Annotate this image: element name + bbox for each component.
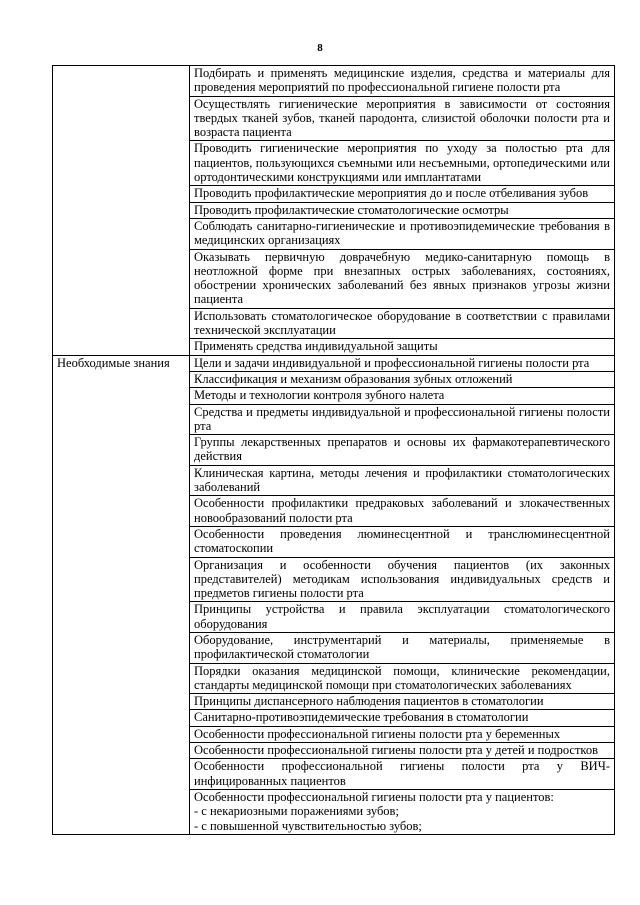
section-label: Необходимые знания xyxy=(53,355,190,834)
table-cell: Особенности профессиональной гигиены полости рта у беременных xyxy=(190,726,615,742)
table-cell: Клиническая картина, методы лечения и профилактики стоматологических заболеваний xyxy=(190,465,615,496)
table-cell: Особенности профессиональной гигиены полости рта у ВИЧ-инфицированных пациентов xyxy=(190,759,615,790)
table-cell: Проводить гигиенические мероприятия по уходу за полостью рта для пациентов, пользующихся съемными или несъемными, ортопедическими или ортодонтическими конструкциями или имплантатами xyxy=(190,141,615,186)
table-cell: Проводить профилактические стоматологические осмотры xyxy=(190,202,615,218)
table-row xyxy=(53,355,615,371)
table-cell: Проводить профилактические мероприятия до и после отбеливания зубов xyxy=(190,186,615,202)
table-cell: Особенности профессиональной гигиены полости рта у детей и подростков xyxy=(190,743,615,759)
table-row xyxy=(53,66,615,97)
table-cell: Подбирать и применять медицинские изделия, средства и материалы для проведения мероприятий по профессиональной гигиене полости рта xyxy=(190,66,615,97)
table-cell: Особенности профилактики предраковых заболеваний и злокачественных новообразований полости рта xyxy=(190,496,615,527)
table-cell: Организация и особенности обучения пациентов (их законных представителей) методикам использования индивидуальных средств и предметов гигиены полости рта xyxy=(190,557,615,602)
table-cell: Группы лекарственных препаратов и основы их фармакотерапевтического действия xyxy=(190,435,615,466)
cell-sub-item: - с повышенной чувствительностью зубов; xyxy=(194,818,422,833)
cell-intro: Особенности профессиональной гигиены полости рта у пациентов: xyxy=(194,789,554,804)
table-cell: Оборудование, инструментарий и материалы, применяемые в профилактической стоматологии xyxy=(190,632,615,663)
competency-table xyxy=(52,65,615,835)
table-cell: Санитарно-противоэпидемические требования в стоматологии xyxy=(190,710,615,726)
table-cell: Классификация и механизм образования зубных отложений xyxy=(190,371,615,387)
table-cell: Принципы диспансерного наблюдения пациентов в стоматологии xyxy=(190,694,615,710)
table-cell: Осуществлять гигиенические мероприятия в зависимости от состояния твердых тканей зубов, тканей пародонта, слизистой оболочки полости рта и возраста пациента xyxy=(190,96,615,141)
table-cell: Средства и предметы индивидуальной и профессиональной гигиены полости рта xyxy=(190,404,615,435)
page-number: 8 xyxy=(317,42,323,54)
table-cell: Применять средства индивидуальной защиты xyxy=(190,339,615,355)
table-cell: Особенности проведения люминесцентной и транслюминесцентной стоматоскопии xyxy=(190,526,615,557)
table-cell: Соблюдать санитарно-гигиенические и противоэпидемические требования в медицинских организациях xyxy=(190,218,615,249)
table-cell: Использовать стоматологическое оборудование в соответствии с правилами технической эксплуатации xyxy=(190,308,615,339)
table-cell: Оказывать первичную доврачебную медико-санитарную помощь в неотложной форме при внезапных острых заболеваниях, состояниях, обострении хронических заболеваний без явных признаков угрозы жизни пациента xyxy=(190,249,615,308)
table-cell: Принципы устройства и правила эксплуатации стоматологического оборудования xyxy=(190,602,615,633)
table-cell: Цели и задачи индивидуальной и профессиональной гигиены полости рта xyxy=(190,355,615,371)
table-cell xyxy=(190,789,615,834)
section-label xyxy=(53,66,190,356)
cell-sub-item: - с некариозными поражениями зубов; xyxy=(194,804,399,819)
table-cell: Порядки оказания медицинской помощи, клинические рекомендации, стандарты медицинской помощи при стоматологических заболеваниях xyxy=(190,663,615,694)
table-cell: Методы и технологии контроля зубного налета xyxy=(190,388,615,404)
